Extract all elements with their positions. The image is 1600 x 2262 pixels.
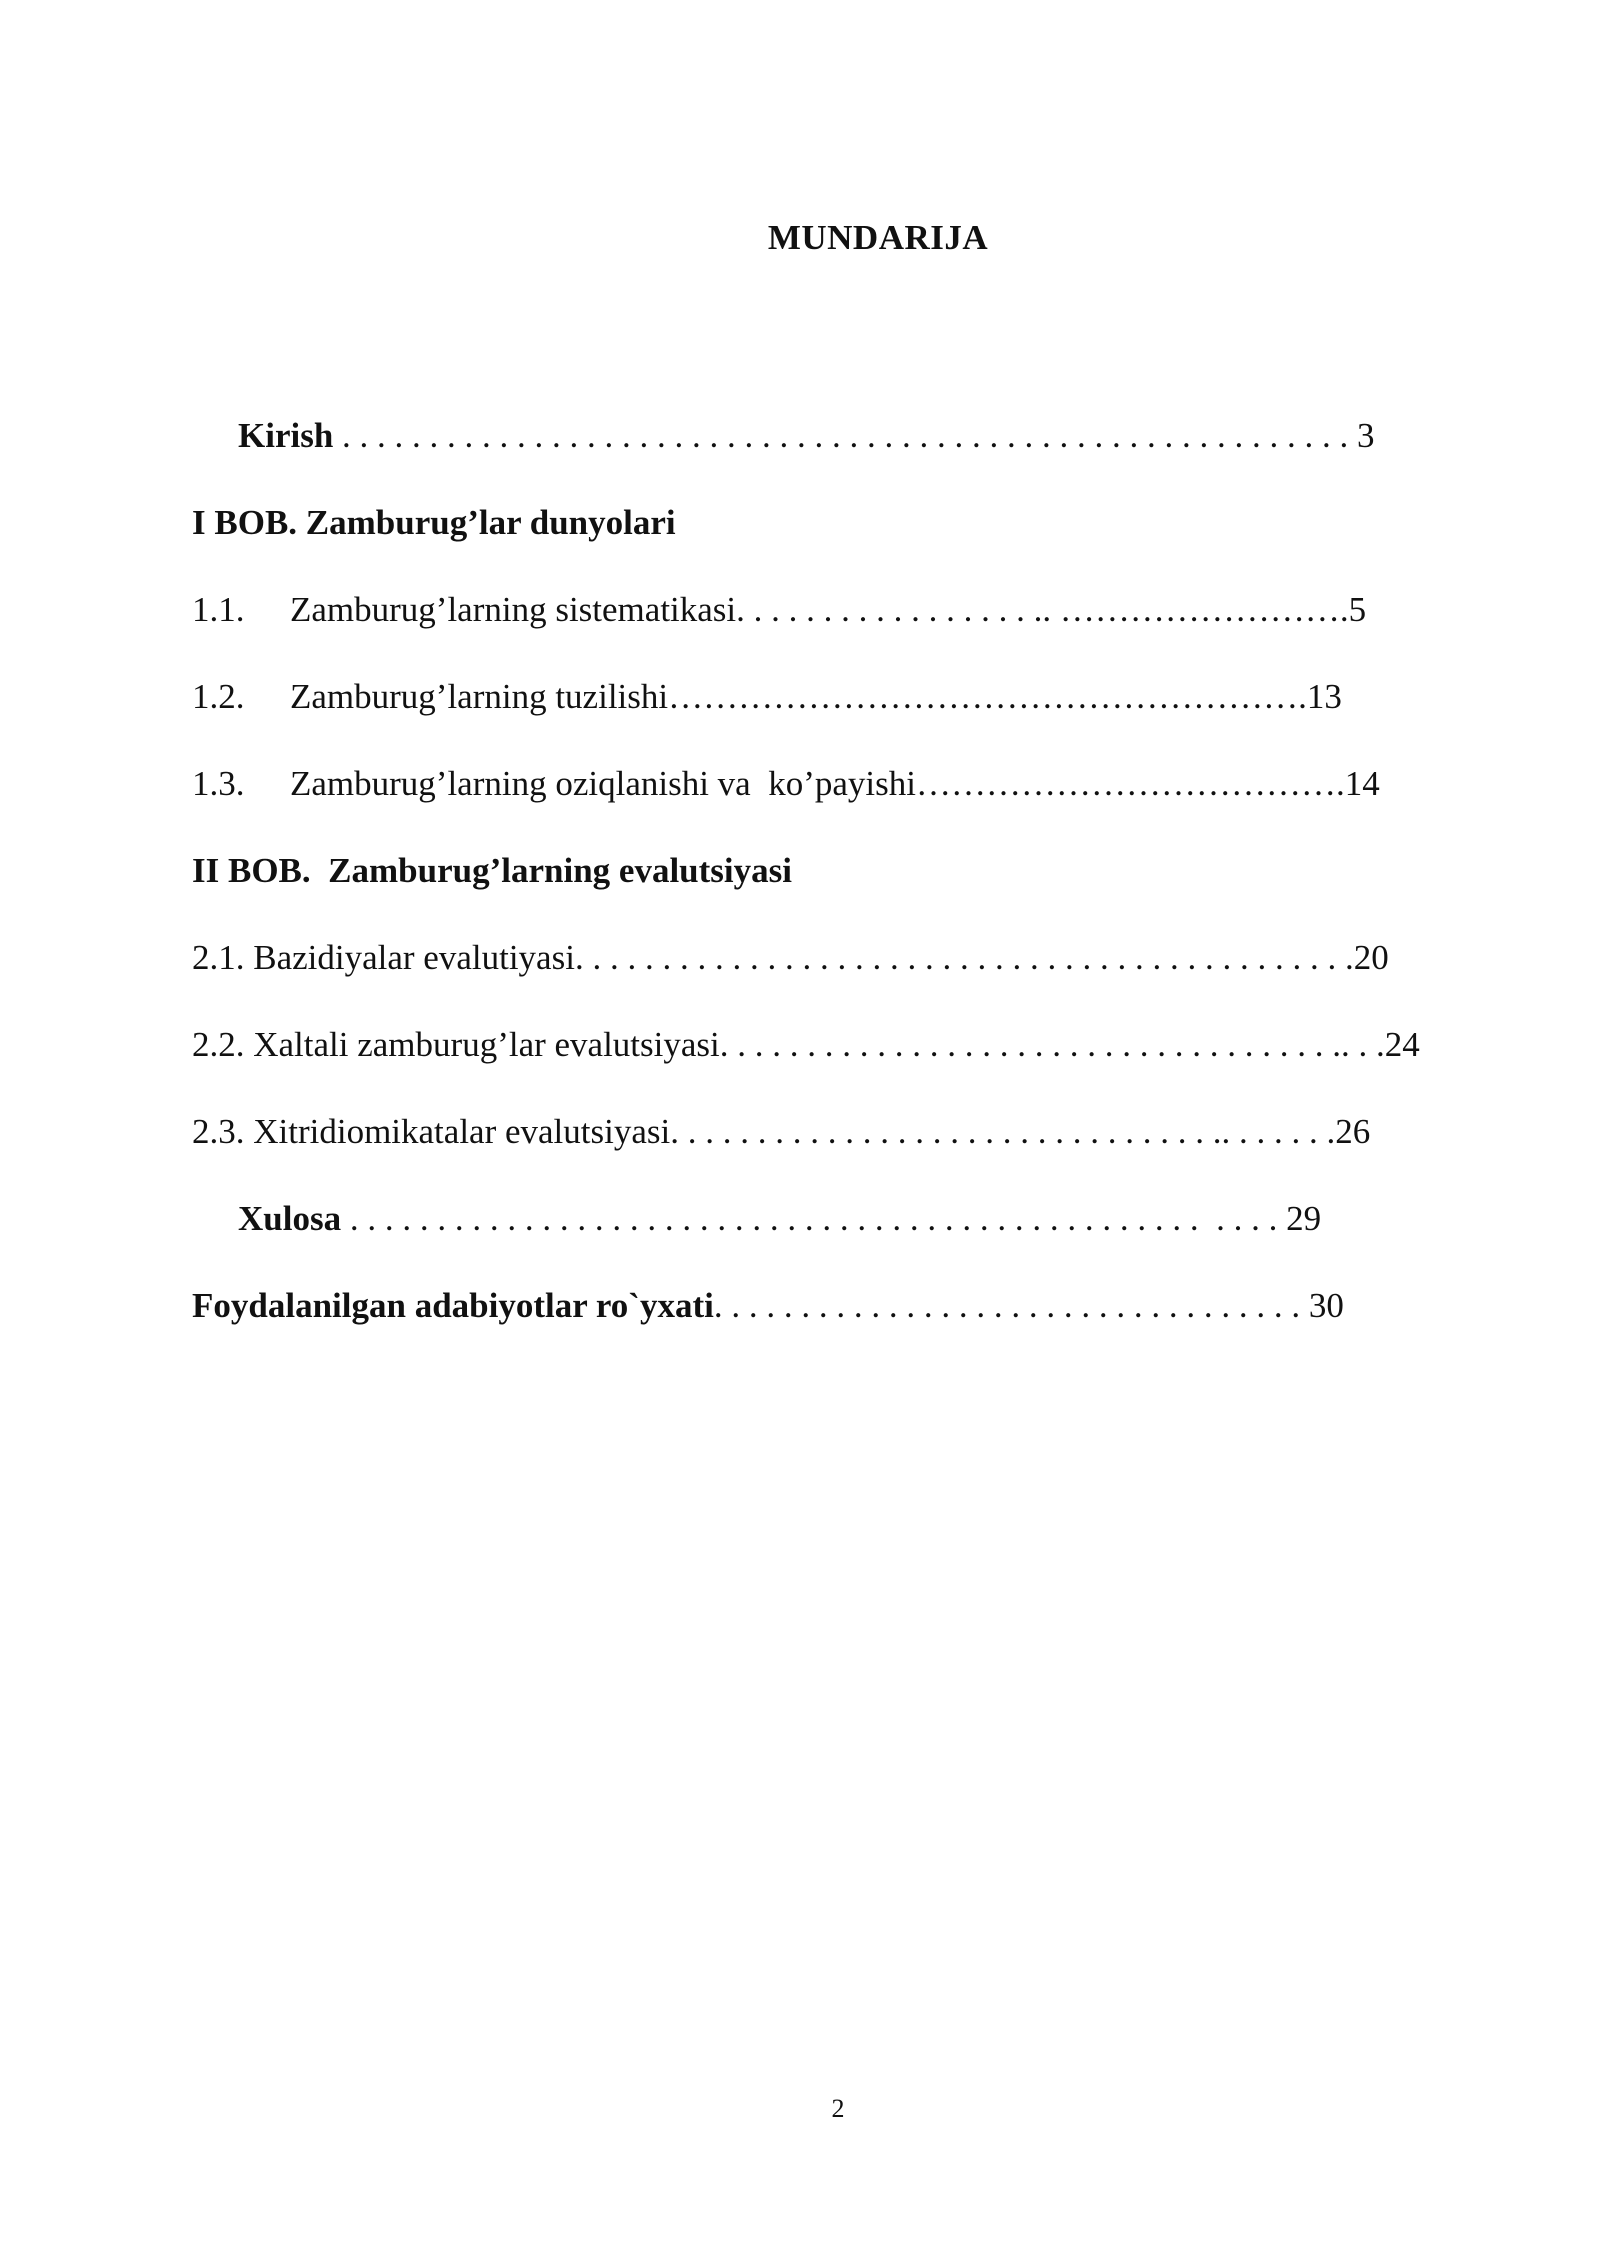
toc-entry-leader: . . . . . . . . . . . . . . . . . .. …………………… xyxy=(736,590,1340,629)
toc-entry-page: 30 xyxy=(1308,1286,1344,1325)
toc-entry-page: 13 xyxy=(1306,677,1342,716)
toc-entry-2-1 xyxy=(192,936,1389,980)
page-number: 2 xyxy=(831,2094,845,2123)
toc-entry-label: 2.1. Bazidiyalar evalutiyasi xyxy=(192,938,575,977)
toc-entry-leader: . . . . . . . . . . . . . . . . . . . . . . . . . . . . . . . . . . . .. . xyxy=(719,1025,1377,1064)
toc-entry-1-2 xyxy=(192,675,1342,719)
page-title: MUNDARIJA xyxy=(767,218,989,257)
toc-entry-page: 14 xyxy=(1344,764,1380,803)
toc-entry-page: 3 xyxy=(1357,416,1375,455)
toc-entry-2-3 xyxy=(192,1110,1370,1154)
toc-entry-leader: . . . . . . . . . . . . . . . . . . . . . . . . . . . . . . . . . . . . . . . . . . . . . . . . . . . . . xyxy=(341,1199,1287,1238)
toc-entry-page: .24 xyxy=(1376,1025,1420,1064)
toc-entry-references xyxy=(192,1284,1344,1328)
toc-entry-leader: ………………………………. xyxy=(915,764,1345,803)
toc-entry-leader: . . . . . . . . . . . . . . . . . . . . . . . . . . . . . . . . . . . . . . . . . . . . . . . . . . . . . . . . . . xyxy=(333,416,1358,455)
toc-entry-leader: . . . . . . . . . . . . . . . . . . . . . . . . . . . . . . . . . . . . . . . . . . . . xyxy=(574,938,1345,977)
toc-entry-1-1 xyxy=(192,588,1366,632)
toc-entry-label: 2.2. Xaltali zamburug’lar evalutsiyasi xyxy=(192,1025,720,1064)
toc-chapter-label: I BOB. Zamburug’lar dunyolari xyxy=(192,503,676,542)
toc-chapter-2-heading xyxy=(192,849,792,893)
toc-entry-page: .20 xyxy=(1344,938,1389,977)
toc-entry-page: .26 xyxy=(1326,1112,1371,1151)
toc-entry-1-3 xyxy=(192,762,1380,806)
toc-entry-leader: . . . . . . . . . . . . . . . . . . . . . . . . . . . . . . . . . . xyxy=(713,1286,1309,1325)
toc-entry-label: Xulosa xyxy=(238,1199,342,1238)
toc-chapter-label: II BOB. Zamburug’larning evalutsiyasi xyxy=(192,851,792,890)
toc-entry-2-2 xyxy=(192,1023,1420,1067)
toc-entry-page: 29 xyxy=(1286,1199,1322,1238)
toc-entry-number: 1.1. xyxy=(192,590,245,629)
toc-entry-label: Foydalanilgan adabiyotlar ro`yxati xyxy=(192,1286,714,1325)
toc-entry-xulosa xyxy=(238,1197,1321,1241)
toc-entry-label: Zamburug’larning oziqlanishi va ko’payishi xyxy=(290,764,916,803)
toc-entry-label: Zamburug’larning tuzilishi xyxy=(290,677,669,716)
toc-entry-label: Zamburug’larning sistematikasi xyxy=(290,590,737,629)
toc-entry-label: 2.3. Xitridiomikatalar evalutsiyasi xyxy=(192,1112,671,1151)
toc-entry-label: Kirish xyxy=(238,416,334,455)
toc-entry-kirish xyxy=(238,414,1375,458)
toc-entry-leader: ………………………………………………. xyxy=(668,677,1307,716)
toc-entry-number: 1.3. xyxy=(192,764,245,803)
toc-entry-number: 1.2. xyxy=(192,677,245,716)
toc-entry-page: .5 xyxy=(1339,590,1367,629)
toc-chapter-1-heading xyxy=(192,501,676,545)
toc-entry-leader: . . . . . . . . . . . . . . . . . . . . . . . . . . . . . . . .. . . . . . xyxy=(670,1112,1327,1151)
